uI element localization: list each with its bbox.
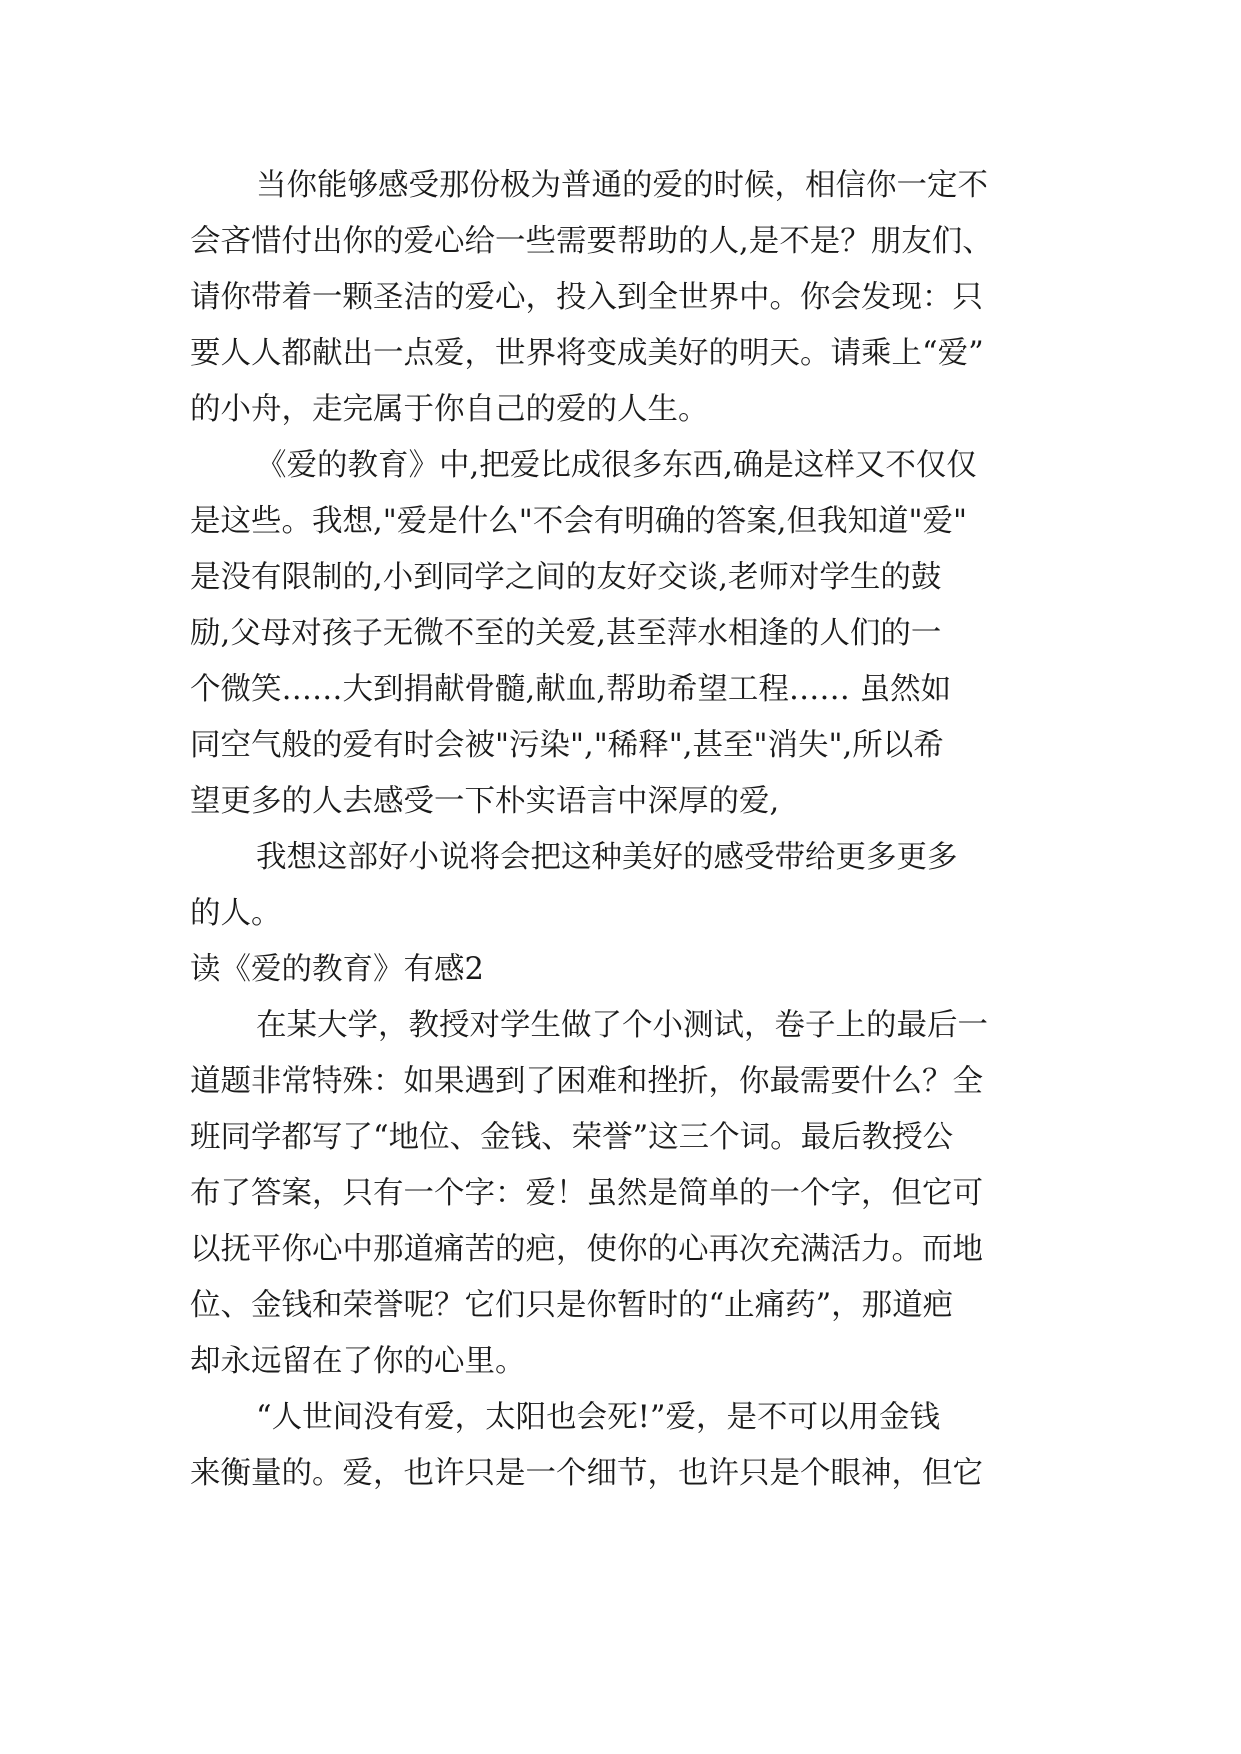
section-title: 读《爱的教育》有感2 bbox=[190, 952, 484, 987]
paragraph-1 bbox=[190, 158, 1070, 438]
text-line: 位、金钱和荣誉呢？它们只是你暂时的“止痛药”，那道疤 bbox=[190, 1288, 954, 1323]
text-line: 同空气般的爱有时会被"污染","稀释",甚至"消失",所以希 bbox=[190, 728, 944, 763]
text-line: 《爱的教育》中,把爱比成很多东西,确是这样又不仅仅 bbox=[256, 448, 977, 483]
text-line: “人世间没有爱，太阳也会死!”爱，是不可以用金钱 bbox=[256, 1400, 940, 1435]
text-line: 的小舟，走完属于你自己的爱的人生。 bbox=[190, 392, 709, 427]
text-line: 来衡量的。爱，也许只是一个细节，也许只是个眼神，但它 bbox=[190, 1456, 983, 1491]
document-body bbox=[190, 158, 1070, 1502]
paragraph-4 bbox=[190, 998, 1070, 1390]
text-line: 当你能够感受那份极为普通的爱的时候，相信你一定不 bbox=[256, 168, 988, 203]
paragraph-3 bbox=[190, 830, 1070, 942]
text-line: 却永远留在了你的心里。 bbox=[190, 1344, 526, 1379]
text-line: 道题非常特殊：如果遇到了困难和挫折，你最需要什么？全 bbox=[190, 1064, 983, 1099]
paragraph-2 bbox=[190, 438, 1070, 830]
text-line: 励,父母对孩子无微不至的关爱,甚至萍水相逢的人们的一 bbox=[190, 616, 942, 651]
text-line: 布了答案，只有一个字：爱！虽然是简单的一个字，但它可 bbox=[190, 1176, 983, 1211]
text-line: 是没有限制的,小到同学之间的友好交谈,老师对学生的鼓 bbox=[190, 560, 942, 595]
text-line: 会吝惜付出你的爱心给一些需要帮助的人,是不是？朋友们、 bbox=[190, 224, 993, 259]
text-line: 要人人都献出一点爱，世界将变成美好的明天。请乘上“爱” bbox=[190, 336, 984, 371]
text-line: 在某大学，教授对学生做了个小测试，卷子上的最后一 bbox=[256, 1008, 988, 1043]
text-line: 望更多的人去感受一下朴实语言中深厚的爱, bbox=[190, 784, 780, 819]
text-line: 是这些。我想,"爱是什么"不会有明确的答案,但我知道"爱" bbox=[190, 504, 968, 539]
text-line: 请你带着一颗圣洁的爱心，投入到全世界中。你会发现：只 bbox=[190, 280, 983, 315]
paragraph-5 bbox=[190, 1390, 1070, 1502]
text-line: 以抚平你心中那道痛苦的疤，使你的心再次充满活力。而地 bbox=[190, 1232, 983, 1267]
text-line: 个微笑……大到捐献骨髓,献血,帮助希望工程…… 虽然如 bbox=[190, 672, 952, 707]
text-line: 我想这部好小说将会把这种美好的感受带给更多更多 bbox=[256, 840, 958, 875]
text-line: 班同学都写了“地位、金钱、荣誉”这三个词。最后教授公 bbox=[190, 1120, 954, 1155]
text-line: 的人。 bbox=[190, 896, 282, 931]
